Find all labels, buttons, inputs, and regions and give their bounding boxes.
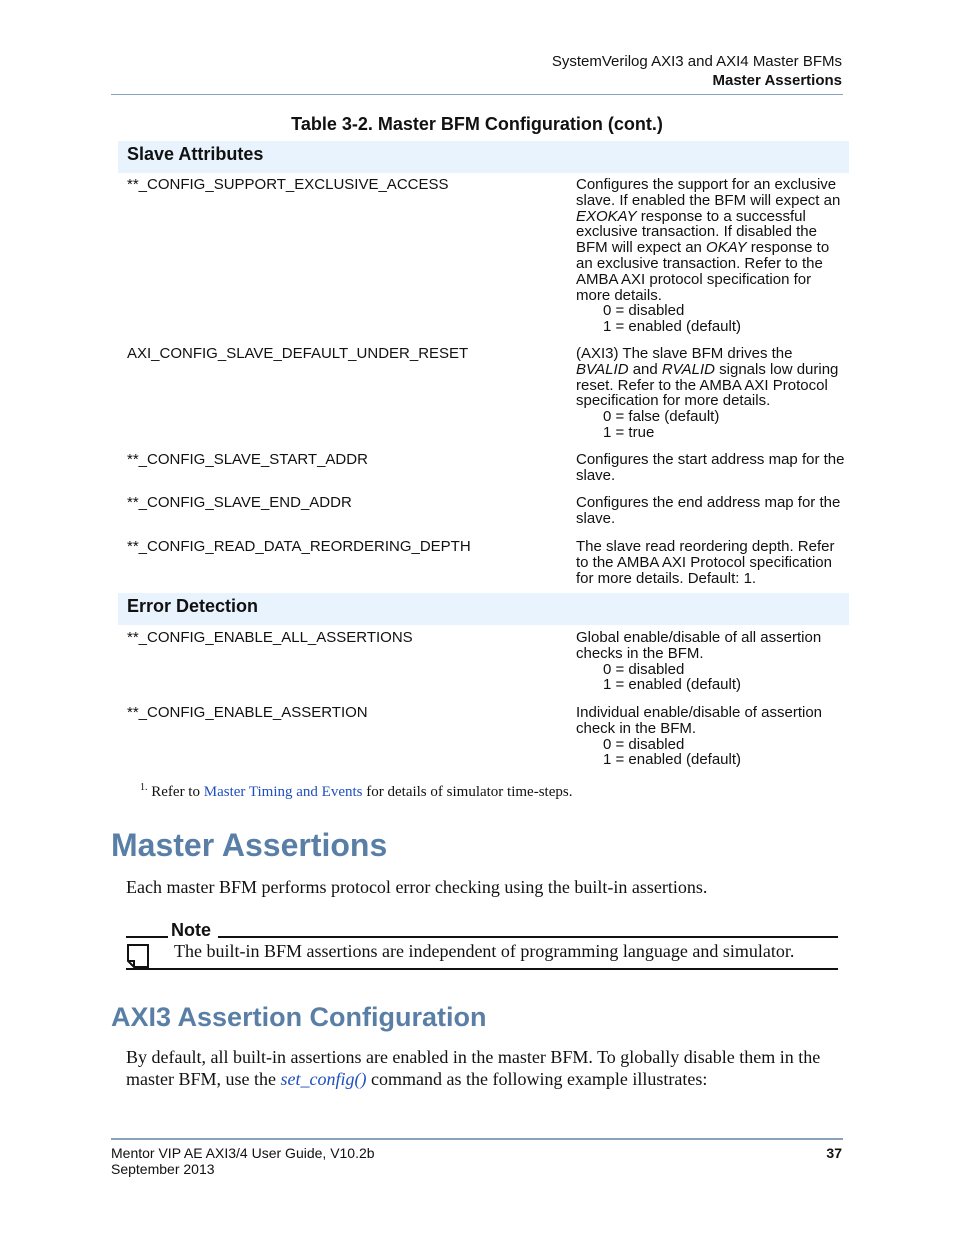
link-master-timing-events[interactable]: Master Timing and Events bbox=[203, 784, 363, 800]
table-title: Table 3-2. Master BFM Configuration (cont.) bbox=[291, 114, 663, 134]
param-value: 1 = true bbox=[603, 423, 655, 441]
body-paragraph: By default, all built-in assertions are enabled in the master BFM. To globally disable them in the master BFM, use the set_config() command as the following example illustrates: bbox=[126, 1047, 821, 1089]
param-value: 1 = enabled (default) bbox=[603, 676, 742, 694]
body-paragraph: Each master BFM performs protocol error checking using the built-in assertions. bbox=[126, 877, 708, 897]
page-number: 37 bbox=[826, 1145, 842, 1161]
param-name: **_CONFIG_READ_DATA_REORDERING_DEPTH bbox=[127, 538, 471, 555]
param-description: (AXI3) The slave BFM drives the BVALID and RVALID signals low during reset. Refer to the AMBA AXI Protocol specification for more details. 0 = false (default) 1 = true bbox=[576, 346, 848, 441]
section-label: Slave Attributes bbox=[127, 144, 264, 164]
param-name: **_CONFIG_ENABLE_ASSERTION bbox=[127, 704, 368, 721]
link-set-config[interactable]: set_config() bbox=[280, 1069, 367, 1089]
header-rule bbox=[111, 94, 843, 95]
param-description: Configures the end address map for the slave. bbox=[576, 494, 841, 527]
footnote-marker: 1. bbox=[140, 782, 148, 793]
param-name: **_CONFIG_SLAVE_END_ADDR bbox=[127, 494, 352, 511]
header-section: Master Assertions bbox=[712, 72, 842, 89]
param-name: **_CONFIG_SUPPORT_EXCLUSIVE_ACCESS bbox=[127, 176, 449, 193]
param-name: **_CONFIG_ENABLE_ALL_ASSERTIONS bbox=[127, 629, 413, 646]
param-value: 1 = enabled (default) bbox=[603, 318, 742, 336]
note-rule-bottom bbox=[126, 968, 838, 970]
note-label: Note bbox=[171, 920, 211, 940]
param-value: 0 = disabled bbox=[603, 302, 685, 320]
section-heading-axi3-assertion-config: AXI3 Assertion Configuration bbox=[111, 1002, 487, 1032]
param-name: **_CONFIG_SLAVE_START_ADDR bbox=[127, 451, 368, 468]
section-heading-master-assertions: Master Assertions bbox=[111, 827, 388, 863]
param-value: 1 = enabled (default) bbox=[603, 751, 742, 769]
footer-guide-title: Mentor VIP AE AXI3/4 User Guide, V10.2b bbox=[111, 1145, 375, 1161]
note-rule-right bbox=[218, 936, 838, 938]
param-description: Configures the support for an exclusive slave. If enabled the BFM will expect an EXOKAY response to a successful exclusive transaction. If disabled the BFM will expect an OKAY response to an exclusive transaction. Refer to the AMBA AXI protocol specification for more details. 0 = disabled 1 = enabled (default) bbox=[576, 177, 848, 335]
table-section-error-detection bbox=[118, 593, 849, 625]
param-value: 0 = false (default) bbox=[603, 408, 720, 426]
param-description: The slave read reordering depth. Refer to the AMBA AXI Protocol specification for more details. Default: 1. bbox=[576, 538, 835, 587]
param-name: AXI_CONFIG_SLAVE_DEFAULT_UNDER_RESET bbox=[127, 345, 469, 362]
table-section-slave-attributes bbox=[118, 141, 849, 173]
param-description: Individual enable/disable of assertion check in the BFM. 0 = disabled 1 = enabled (default) bbox=[576, 705, 848, 768]
table-footnote: $^{1.}$ Refer to Master Timing and Events for details of simulator time-steps. bbox=[140, 782, 573, 800]
param-value: 0 = disabled bbox=[603, 735, 685, 753]
header-title: SystemVerilog AXI3 and AXI4 Master BFMs bbox=[551, 53, 842, 70]
param-description: Configures the start address map for the slave. bbox=[576, 451, 845, 484]
param-description: Global enable/disable of all assertion checks in the BFM. 0 = disabled 1 = enabled (default) bbox=[576, 630, 848, 693]
footer-info bbox=[111, 1145, 375, 1177]
running-header bbox=[552, 52, 842, 90]
param-value: 0 = disabled bbox=[603, 660, 685, 678]
note-page-icon bbox=[126, 943, 150, 969]
section-label: Error Detection bbox=[127, 596, 259, 616]
note-text: The built-in BFM assertions are independent of programming language and simulator. bbox=[174, 941, 795, 961]
footer-rule bbox=[111, 1138, 843, 1140]
note-rule-left bbox=[126, 936, 168, 938]
footer-date: September 2013 bbox=[111, 1161, 215, 1177]
